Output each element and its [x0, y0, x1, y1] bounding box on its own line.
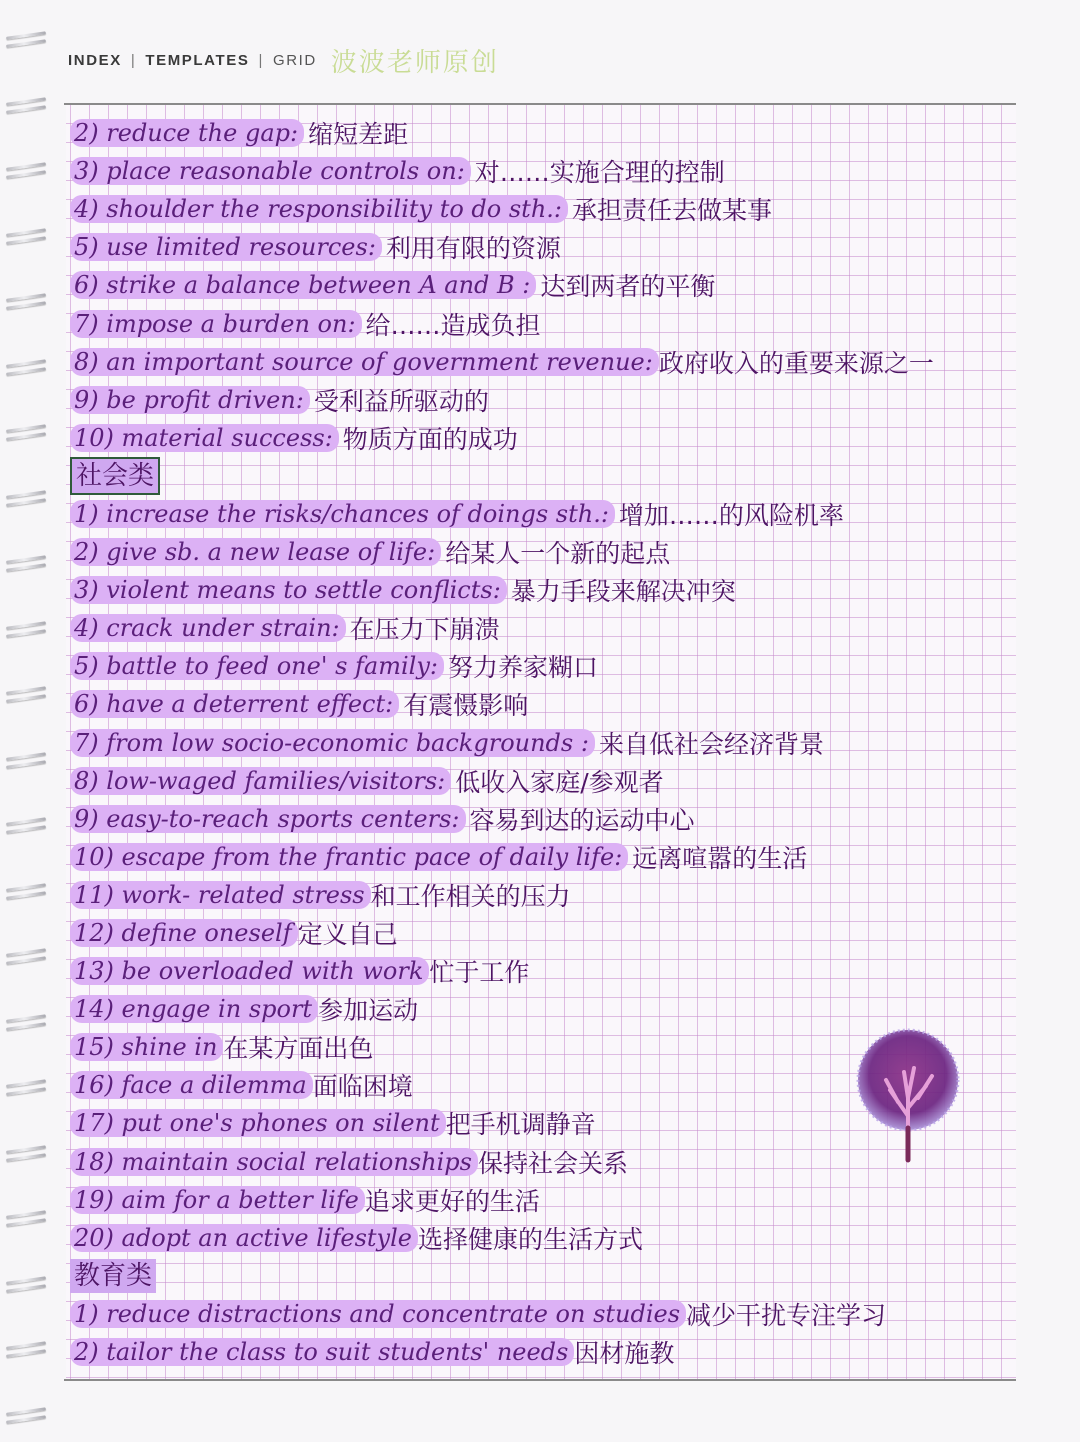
phrase-en: 9) be profit driven:: [70, 386, 310, 414]
list-item: [70, 609, 1030, 647]
list-item: [70, 838, 1030, 876]
list-item: [70, 304, 1030, 342]
phrase-zh: 面临困境: [312, 1072, 413, 1102]
phrase-zh: 给……造成负担: [365, 310, 541, 340]
header-index: INDEX: [68, 51, 122, 69]
phrase-zh: 参加运动: [318, 996, 419, 1026]
spiral-ring: [6, 362, 50, 376]
spiral-ring: [6, 755, 50, 769]
list-item: [70, 228, 1030, 266]
phrase-en: 13) be overloaded with work: [70, 957, 429, 985]
phrase-zh: 增加……的风险机率: [618, 500, 844, 530]
list-item: [70, 419, 1030, 457]
phrase-en: 20) adopt an active lifestyle: [70, 1224, 418, 1252]
list-item: [70, 1333, 1030, 1371]
list-item: [70, 1181, 1030, 1219]
phrase-zh: 在某方面出色: [223, 1034, 374, 1064]
phrase-en: 12) define oneself: [70, 919, 298, 947]
phrase-zh: 忙于工作: [429, 958, 530, 988]
list-item: [70, 762, 1030, 800]
list-item: [70, 990, 1030, 1028]
list-item: [70, 495, 1030, 533]
phrase-zh: 定义自己: [297, 920, 398, 950]
section-heading-label: 社会类: [70, 457, 160, 495]
header-templates: TEMPLATES: [145, 51, 250, 69]
list-item: [70, 266, 1030, 304]
spiral-binding: [0, 0, 56, 1442]
phrase-zh: 达到两者的平衡: [540, 272, 716, 302]
list-item: [70, 114, 1030, 152]
phrase-en: 3) violent means to settle conflicts:: [70, 576, 507, 604]
phrase-en: 10) escape from the frantic pace of daily life:: [70, 843, 628, 871]
section-heading-social: [70, 457, 1030, 495]
phrase-zh: 减少干扰专注学习: [686, 1300, 887, 1330]
phrase-en: 1) reduce distractions and concentrate on studies: [70, 1300, 686, 1328]
spiral-ring: [6, 689, 50, 703]
list-item: [70, 800, 1030, 838]
phrase-zh: 承担责任去做某事: [572, 196, 773, 226]
phrase-zh: 给某人一个新的起点: [445, 539, 671, 569]
spiral-ring: [6, 1279, 50, 1293]
phrase-zh: 有震慑影响: [403, 691, 529, 721]
spiral-ring: [6, 1344, 50, 1358]
list-item: [70, 724, 1030, 762]
list-item: [70, 876, 1030, 914]
spiral-ring: [6, 1213, 50, 1227]
spiral-ring: [6, 493, 50, 507]
phrase-en: 3) place reasonable controls on:: [70, 157, 471, 185]
phrase-en: 2) give sb. a new lease of life:: [70, 538, 441, 566]
phrase-zh: 追求更好的生活: [364, 1186, 540, 1216]
header-separator: |: [258, 51, 264, 69]
phrase-en: 6) strike a balance between A and B :: [70, 271, 536, 299]
phrase-zh: 努力养家糊口: [447, 653, 598, 683]
spiral-ring: [6, 820, 50, 834]
phrase-en: 2) tailor the class to suit students' needs: [70, 1338, 574, 1366]
header-separator: |: [130, 51, 137, 69]
spiral-ring: [6, 624, 50, 638]
spiral-ring: [6, 427, 50, 441]
phrase-zh: 低收入家庭/参观者: [455, 767, 664, 797]
bottom-rule: [64, 1379, 1016, 1381]
section-heading-label: 教育类: [70, 1259, 156, 1293]
page-header: [68, 44, 499, 76]
phrase-zh: 物质方面的成功: [342, 424, 518, 454]
list-item: [70, 914, 1030, 952]
list-item: [70, 647, 1030, 685]
phrase-en: 16) face a dilemma: [70, 1071, 313, 1099]
spiral-ring: [6, 34, 50, 48]
spiral-ring: [6, 1148, 50, 1162]
phrase-en: 2) reduce the gap:: [70, 119, 304, 147]
phrase-zh: 保持社会关系: [477, 1148, 628, 1178]
phrase-en: 19) aim for a better life: [70, 1186, 365, 1214]
header-grid: GRID: [272, 51, 317, 69]
phrase-zh: 暴力手段来解决冲突: [510, 577, 736, 607]
phrase-zh: 选择健康的生活方式: [417, 1224, 643, 1254]
section-heading-education: [70, 1257, 1030, 1295]
phrase-list: [70, 114, 1030, 1371]
spiral-ring: [6, 165, 50, 179]
spiral-ring: [6, 951, 50, 965]
phrase-zh: 来自低社会经济背景: [598, 729, 824, 759]
spiral-ring: [6, 231, 50, 245]
phrase-en: 10) material success:: [70, 424, 339, 452]
phrase-en: 14) engage in sport: [70, 995, 318, 1023]
list-item: [70, 1219, 1030, 1257]
phrase-en: 1) increase the risks/chances of doings sth.:: [70, 500, 615, 528]
list-item: [70, 571, 1030, 609]
phrase-zh: 政府收入的重要来源之一: [658, 348, 934, 378]
phrase-en: 11) work- related stress: [70, 881, 371, 909]
phrase-zh: 利用有限的资源: [385, 234, 561, 264]
spiral-ring: [6, 1082, 50, 1096]
phrase-zh: 缩短差距: [308, 120, 409, 150]
phrase-en: 9) easy-to-reach sports centers:: [70, 805, 466, 833]
spiral-ring: [6, 886, 50, 900]
list-item: [70, 381, 1030, 419]
top-rule: [64, 103, 1016, 105]
phrase-zh: 远离喧嚣的生活: [632, 843, 808, 873]
phrase-zh: 对……实施合理的控制: [474, 158, 725, 188]
spiral-ring: [6, 558, 50, 572]
spiral-ring: [6, 100, 50, 114]
phrase-zh: 容易到达的运动中心: [469, 805, 695, 835]
phrase-zh: 受利益所驱动的: [313, 386, 489, 416]
list-item: [70, 685, 1030, 723]
list-item: [70, 190, 1030, 228]
phrase-zh: 在压力下崩溃: [349, 615, 500, 645]
spiral-ring: [6, 1410, 50, 1424]
phrase-en: 15) shine in: [70, 1033, 223, 1061]
phrase-en: 6) have a deterrent effect:: [70, 690, 399, 718]
list-item: [70, 1295, 1030, 1333]
phrase-en: 17) put one's phones on silent: [70, 1109, 446, 1137]
phrase-zh: 和工作相关的压力: [370, 881, 571, 911]
phrase-en: 8) an important source of government revenue:: [70, 348, 659, 376]
list-item: [70, 343, 1030, 381]
phrase-zh: 把手机调静音: [445, 1110, 596, 1140]
phrase-en: 8) low-waged families/visitors:: [70, 767, 451, 795]
author-signature: 波波老师原创: [330, 47, 499, 78]
phrase-zh: 因材施教: [574, 1339, 675, 1369]
list-item: [70, 952, 1030, 990]
phrase-en: 5) battle to feed one' s family:: [70, 652, 444, 680]
spiral-ring: [6, 1017, 50, 1031]
tree-icon: [852, 1028, 964, 1168]
phrase-en: 5) use limited resources:: [70, 233, 382, 261]
phrase-en: 4) crack under strain:: [70, 614, 346, 642]
spiral-ring: [6, 296, 50, 310]
list-item: [70, 533, 1030, 571]
phrase-en: 7) impose a burden on:: [70, 310, 362, 338]
phrase-en: 7) from low socio-economic backgrounds :: [70, 729, 595, 757]
phrase-en: 18) maintain social relationships: [70, 1148, 478, 1176]
list-item: [70, 152, 1030, 190]
phrase-en: 4) shoulder the responsibility to do sth.:: [70, 195, 568, 223]
